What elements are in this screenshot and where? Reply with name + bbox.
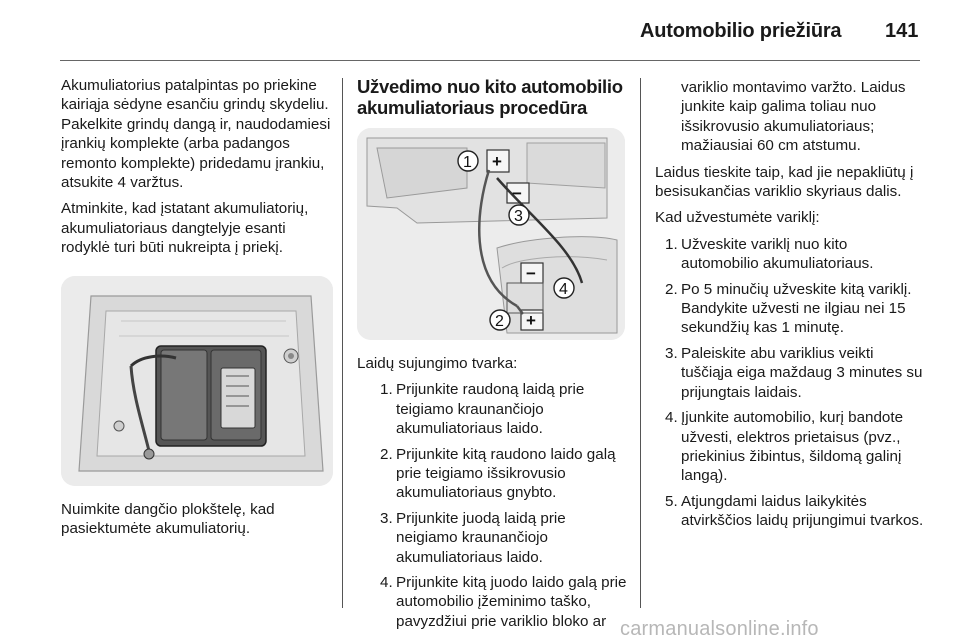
column-3 xyxy=(655,78,927,537)
step-text: Po 5 minučių užveskite kitą variklį. Bandykite užvesti ne ilgiau nei 15 sekundžių kas 1 minutę. xyxy=(681,280,912,337)
list-item xyxy=(655,280,927,338)
diagram-minus-bottom: − xyxy=(526,264,536,283)
step-number: 3. xyxy=(665,344,678,362)
step-number: 4. xyxy=(665,409,678,427)
list-item xyxy=(655,344,927,402)
paragraph-remove-cover: Nuimkite dangčio plokštelę, kad pasiektumėte akumuliatorių. xyxy=(61,500,275,538)
step-number: 2. xyxy=(380,445,393,463)
page-header-title: Automobilio priežiūra xyxy=(640,20,842,42)
step-4-continuation: variklio montavimo varžto. Laidus junkite kaip galima toliau nuo išsikrovusio akumuliatoriaus; mažiausiai 60 cm atstumu. xyxy=(681,79,906,155)
step-number: 1. xyxy=(380,381,393,399)
step-text: Užveskite variklį nuo kito automobilio akumuliatoriaus. xyxy=(681,235,874,273)
step-text: Prijunkite raudoną laidą prie teigiamo kraunančiojo akumuliatoriaus laido. xyxy=(396,381,585,438)
list-item xyxy=(370,573,629,631)
connection-steps-list xyxy=(370,380,629,631)
step-number: 5. xyxy=(665,492,678,510)
step-text: Prijunkite juodą laidą prie neigiamo kraunančiojo akumuliatoriaus laido. xyxy=(396,509,566,566)
paragraph-start-engine-intro: Kad užvestumėte variklį: xyxy=(655,209,820,227)
paragraph-battery-location: Akumuliatorius patalpintas po priekine kairiąja sėdyne esančiu grindų skydeliu. Pakelkite grindų dangą ir, naudodamiesi įrankių komplekte (arba padangos remonto komplekte) pridedamu įrankiu, atsukite 4 varžtus. xyxy=(61,77,331,192)
diagram-label-1: 1 xyxy=(463,154,472,171)
step-number: 3. xyxy=(380,509,393,527)
step-number: 2. xyxy=(665,280,678,298)
step-number: 4. xyxy=(380,574,393,592)
step-text: Įjunkite automobilio, kurį bandote užvesti, elektros prietaisus (pvz., priekinius žibintus, šildomą galinį langą). xyxy=(681,409,904,485)
diagram-plus-top: + xyxy=(492,152,502,171)
section-heading-jump-start: Užvedimo nuo kito automobilio akumuliatoriaus procedūra xyxy=(357,76,623,118)
column-1 xyxy=(61,76,333,545)
paragraph-connection-order: Laidų sujungimo tvarka: xyxy=(357,355,518,372)
jump-start-diagram xyxy=(357,128,625,340)
step-text: Paleiskite abu variklius veikti tuščiąja eiga maždaug 3 minutes su prijungtais laidais. xyxy=(681,344,923,401)
paragraph-cover-arrow: Atminkite, kad įstatant akumuliatorių, akumuliatoriaus dangtelyje esanti rodyklė turi būti nukreipta į priekį. xyxy=(61,200,309,257)
diagram-label-4: 4 xyxy=(559,281,568,298)
diagram-label-3: 3 xyxy=(514,208,523,225)
diagram-minus-top: − xyxy=(512,184,522,203)
diagram-label-2: 2 xyxy=(495,313,504,330)
step-text: Atjungdami laidus laikykitės atvirkščios laidų prijungimui tvarkos. xyxy=(681,492,924,530)
list-item xyxy=(655,492,927,531)
list-item xyxy=(370,509,629,567)
jump-start-diagram-figure xyxy=(357,128,625,340)
starting-steps-list xyxy=(655,235,927,531)
step-number: 1. xyxy=(665,235,678,253)
header-rule xyxy=(60,60,920,61)
diagram-plus-bottom: + xyxy=(526,311,536,330)
page-number: 141 xyxy=(885,20,919,42)
battery-compartment-illustration xyxy=(61,276,333,486)
list-item xyxy=(370,445,629,503)
column-separator-2 xyxy=(640,78,641,608)
column-2 xyxy=(357,76,629,637)
column-separator-1 xyxy=(342,78,343,608)
list-item xyxy=(655,235,927,274)
watermark-text: carmanualsonline.info xyxy=(620,618,819,640)
step-text: Prijunkite kitą juodo laido galą prie automobilio įžeminimo taško, pavyzdžiui prie variklio bloko ar xyxy=(396,574,627,630)
battery-photo-figure xyxy=(61,276,333,486)
step-text: Prijunkite kitą raudono laido galą prie teigiamo išsikrovusio akumuliatoriaus gnybto. xyxy=(396,445,616,502)
paragraph-route-cables: Laidus tieskite taip, kad jie nepakliūtų į besisukančias variklio skyriaus dalis. xyxy=(655,163,914,201)
list-item xyxy=(655,408,927,486)
list-item xyxy=(370,380,629,438)
